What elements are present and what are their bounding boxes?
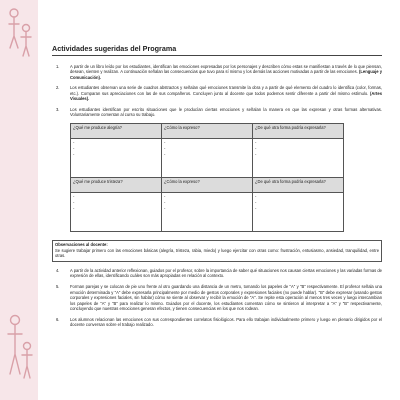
table-header-cell: ¿Qué me produce tristeza? [71,177,162,192]
activity-item-5 [52,284,382,312]
table-cell: - - - [162,138,253,177]
children-figures-icon [6,6,34,64]
table-header-cell: ¿Cómo la expreso? [162,177,253,192]
teacher-notes-box [52,240,382,262]
item-number: 6. [56,316,60,322]
table-row [71,138,344,177]
table-row [71,192,344,231]
table-cell: - - - [253,192,344,231]
item-subject-tag: (Artes Visuales). [70,90,382,102]
table-header-cell: ¿Cómo la expreso? [162,123,253,138]
activity-item-3 [52,107,382,118]
activity-item-4 [52,268,382,279]
item-number: 1. [56,63,60,69]
item-text: Los alumnos relacionan las emociones con sus correspondientes correlatos fisiológicos. Para ello trabajan individualmente primero y luego en plenario dirigidos por el docente conversan sobre el trabajo realizado. [70,316,382,328]
table-cell: - - - [71,138,162,177]
teacher-notes-heading: Observaciones al docente: [55,242,108,248]
activity-item-6 [52,317,382,328]
item-number: 4. [56,267,60,273]
table-header-row [71,177,344,192]
table-header-row [71,123,344,138]
adult-child-figures-icon [6,312,34,392]
table-cell: - - - [162,192,253,231]
item-subject-tag: (Lenguaje y Comunicación). [70,69,382,80]
item-text: A partir de la actividad anterior reflexionan, guiados por el profesor, sobre la importancia de saber qué situaciones nos causan ciertas emociones y las variadas formas de expresión de ellas, identificando cuáles son más apropiadas en relación al contexto. [70,267,382,279]
activity-item-2 [52,85,382,102]
item-text: A partir de un libro leído por los estudiantes, identifican las emociones expresadas por los personajes y describen cómo estas se manifiestan a través de lo que piensan, desean, sienten y realizan. A continuación señalan las consecuencias que tuvo para sí mismo y los demás las acciones motivadas a partir de las emociones. [70,63,382,75]
table-header-cell: ¿De qué otra forma podría expresarla? [253,123,344,138]
item-number: 3. [56,106,60,112]
item-number: 2. [56,85,60,91]
table-header-cell: ¿De qué otra forma podría expresarla? [253,177,344,192]
item-text: Forman parejas y se colocan de pie uno frente al otro guardando una distancia de un metro, tomando los papeles de "A" y "B" respectivamente. El profesor señala una emoción determinada y "A" debe expresarla principalmente por medio de gestos corporales y expresiones faciales (no puede hablar). "B" debe expresar (usando gestos corporales y expresiones faciales, sin hablar) cómo se siente al observar y recibir la emoción de "A". Se repite esta operación al menos tres veces y luego intercambian los papeles de "A" y "B" para realizar lo mismo. Guiados por el docente, los estudiantes comentan cómo se sintieron al interpretar a "A" y "B" respectivamente, concluyendo que nuestras emociones generan efectos, y tienen consecuencias en los que nos rodean. [70,283,382,312]
emotions-table [70,123,344,232]
item-text: Los estudiantes identifican por escrito situaciones que le producían ciertas emociones y señalan la manera en que las expresan y otras formas alternativas. Voluntariamente comentan al curso su trabajo. [70,106,382,118]
table-cell: - - - [253,138,344,177]
activity-item-1 [52,64,382,81]
page-title: Actividades sugeridas del Programa [52,44,382,56]
table-header-cell: ¿Qué me produce alegría? [71,123,162,138]
item-text: Los estudiantes observan una serie de cuadros abstractos y señalan qué emociones transmite la obra y a partir de qué elemento del cuadro lo identifica (color, formas, etc.). Comparan sus apreciaciones con las de sus compañeros. Concluyen junto al docente que todos podemos sentir diferente a partir del mismo estímulo. [70,85,382,96]
item-number: 5. [56,283,60,289]
document-content [52,44,382,333]
decorative-sidebar [0,0,38,400]
teacher-notes-text: Se sugiere trabajar primero con las emociones básicas (alegría, tristeza, rabia, miedo) y luego ejercitar con otras como: frustración, entusiasmo, ansiedad, tranquilidad, entre otras. [55,247,379,259]
table-cell: - - - [71,192,162,231]
